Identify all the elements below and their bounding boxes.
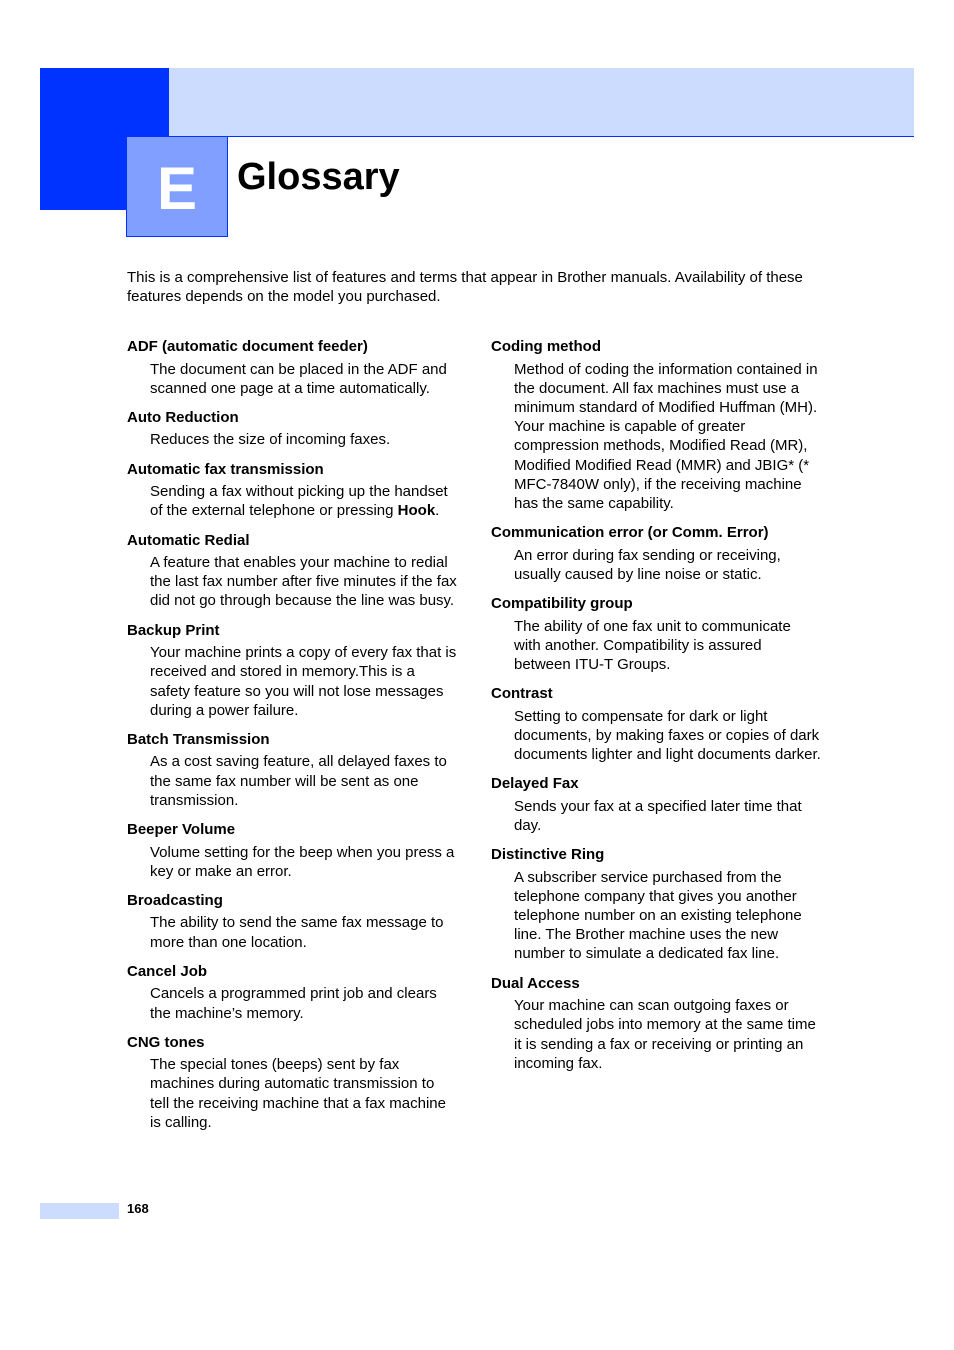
glossary-term: Distinctive Ring [491,846,605,864]
glossary-entry [127,621,457,720]
glossary-entry [127,531,457,611]
glossary-term: Coding method [491,338,601,355]
intro-paragraph: This is a comprehensive list of features and terms that appear in Brother manuals. Availability of these features depends on the model you purchased. [127,269,803,305]
glossary-term: ADF (automatic document feeder) [127,338,368,355]
glossary-term: Cancel Job [127,962,208,980]
glossary-term: Auto Reduction [127,408,239,426]
glossary-definition: The document can be placed in the ADF and scanned one page at a time automatically. [150,360,447,397]
glossary-definition: Method of coding the information contained in the document. All fax machines must use a minimum standard of Modified Huffman (MH). Your machine is capable of greater compression methods, Modified Read (MR), Modified Modified Read (MMR) and JBIG* (* MFC-7840W only), if the receiving machine has the same capability. [514,360,818,512]
glossary-entry [491,845,821,964]
glossary-entry [491,684,821,764]
glossary-entry [491,594,821,674]
glossary-definition: A subscriber service purchased from the telephone company that gives you another telephone number on an existing telephone line. The Brother machine uses the new number to simulate a dedicated fax line. [514,868,802,963]
glossary-entry [127,820,457,881]
chapter-letter: E [156,154,198,222]
footer-bar [40,1203,119,1219]
hook-key-name: Hook [397,502,436,520]
glossary-term: Delayed Fax [491,775,579,793]
glossary-definition: Volume setting for the beep when you press a key or make an error. [150,843,455,880]
glossary-entry [127,891,457,952]
glossary-definition: As a cost saving feature, all delayed faxes to the same fax number will be sent as one transmission. [150,753,447,809]
glossary-entry [491,523,821,584]
glossary-entry [491,774,821,835]
glossary-definition: Sends your fax at a specified later time that day. [514,797,802,834]
page-number: 168 [127,1201,149,1216]
glossary-definition: The ability of one fax unit to communicate with another. Compatibility is assured between ITU-T Groups. [514,617,791,673]
glossary-term: CNG tones [127,1033,205,1051]
glossary-entry [127,408,457,450]
glossary-definition: The special tones (beeps) sent by fax machines during automatic transmission to tell the receiving machine that a fax machine is calling. [150,1056,446,1131]
glossary-term: Communication error (or Comm. Error) [491,524,769,542]
glossary-right-column [491,337,821,1083]
glossary-term: Broadcasting [127,891,223,909]
glossary-definition [150,482,457,520]
glossary-definition: Cancels a programmed print job and clears the machine’s memory. [150,985,437,1022]
glossary-definition: An error during fax sending or receiving, usually caused by line noise or static. [514,546,781,583]
glossary-definition: Your machine can scan outgoing faxes or scheduled jobs into memory at the same time it is sending a fax or receiving or printing an incoming fax. [514,997,816,1072]
glossary-definition: Setting to compensate for dark or light documents, by making faxes or copies of dark documents lighter and light documents darker. [514,707,821,764]
glossary-term: Automatic Redial [127,531,250,549]
glossary-entry [491,337,821,513]
glossary-entry [127,1033,457,1132]
glossary-entry [491,974,821,1073]
glossary-definition: The ability to send the same fax message to more than one location. [150,914,444,951]
glossary-left-column [127,337,457,1142]
glossary-definition: Reduces the size of incoming faxes. [150,431,391,449]
definition-text: Sending a fax without picking up the handset of the external telephone or pressing [150,483,448,520]
glossary-definition: Your machine prints a copy of every fax that is received and stored in memory.This is a safety feature so you will not lose messages during a power failure. [150,644,457,719]
glossary-entry [127,962,457,1023]
glossary-term: Batch Transmission [127,730,270,748]
definition-text: . [435,502,440,520]
glossary-entry [127,730,457,810]
glossary-term: Beeper Volume [127,821,236,839]
glossary-term: Automatic fax transmission [127,460,324,478]
glossary-term: Dual Access [491,974,580,992]
header-band [169,68,914,137]
glossary-term: Compatibility group [491,595,633,613]
glossary-term: Backup Print [127,621,220,639]
chapter-tile [126,136,228,237]
glossary-entry [127,460,457,521]
glossary-definition: A feature that enables your machine to redial the last fax number after five minutes if the fax did not go through because the line was busy. [150,554,457,610]
glossary-term: Contrast [491,685,553,703]
chapter-title: Glossary [237,156,400,198]
glossary-entry [127,337,457,398]
